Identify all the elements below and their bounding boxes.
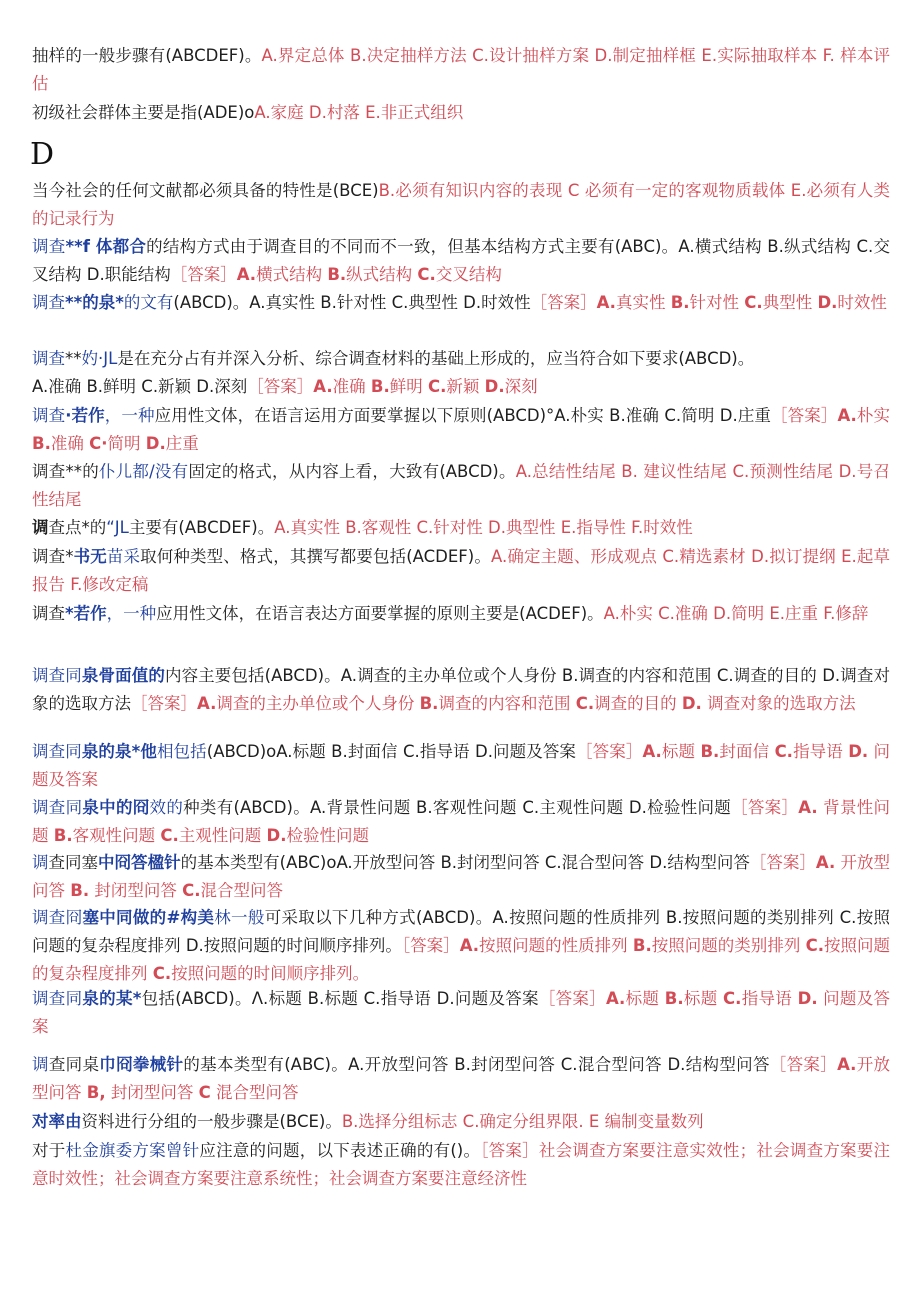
text-segment: B.选择分组标志 C.确定分组界限. E 编制变量数列 [341, 1112, 704, 1131]
text-segment: B. [32, 434, 51, 453]
text-segment: 包括(ABCD)。Λ.标题 B.标题 C.指导语 D.问题及答案 [141, 989, 539, 1008]
item-conclusion-requirements [32, 345, 890, 373]
text-segment: C· [89, 434, 108, 453]
text-segment: 开放型问答 [32, 853, 891, 900]
text-segment: 泉的某* [82, 989, 142, 1008]
text-segment: 的结构方式由于调查目的不同而不一致，但基本结构方式主要有(ABC)。A.横式结构 B.纵式结构 C.交叉结构 D.职能结构 [32, 237, 891, 284]
text-segment: 深刻 [504, 377, 538, 396]
item-answer-basic-types [32, 1051, 890, 1107]
item-report-traits [32, 514, 890, 542]
text-segment: 调查对象的选取方法 [701, 694, 856, 713]
text-segment: 交叉结构 [435, 265, 502, 284]
text-segment: 应用性文体，在语言表达方面要掌握的原则主要是(ACDEF)。 [156, 604, 604, 623]
item-conclusion-answer [32, 373, 890, 401]
text-segment: 种类有(ABCD)。A.背景性问题 B.客观性问题 C.主观性问题 D.检验性问题 [183, 798, 732, 817]
text-segment: 问题及答案 [32, 989, 891, 1036]
text-segment: B. [419, 694, 439, 713]
text-segment: 针对性 [689, 293, 745, 312]
text-segment: 开放型问答 [32, 1055, 891, 1102]
text-segment: D. [484, 377, 505, 396]
item-expression-principles [32, 600, 890, 628]
text-segment: D. [817, 293, 838, 312]
text-segment: B. [70, 881, 90, 900]
text-segment: C. [160, 826, 179, 845]
item-primary-groups [32, 99, 890, 127]
text-segment: 的基本类型有(ABC)。A.开放型问答 B.封闭型问答 C.混合型问答 D.结构型问答 [183, 1055, 770, 1074]
text-segment: C. [723, 989, 742, 1008]
item-questionnaire-parts [32, 738, 890, 794]
text-segment: A. [459, 936, 480, 955]
text-segment: ·若作 [65, 406, 105, 425]
text-segment: 查同桌 [48, 1055, 100, 1074]
text-segment: A.准确 B.鲜明 C.新颖 D.深刻 [32, 377, 248, 396]
text-segment: B. [700, 742, 720, 761]
text-segment: 混合型问答 [200, 881, 283, 900]
text-segment: 调查的目的 [594, 694, 682, 713]
text-segment: A. [197, 694, 217, 713]
text-segment: 时效性 [837, 293, 887, 312]
text-segment: A. [837, 1055, 857, 1074]
text-segment: A.总结性结尾 B. 建议性结尾 C.预测性结尾 D.号召性结尾 [32, 462, 890, 509]
text-segment: 调查* [32, 547, 74, 566]
text-segment: ［答案］ [170, 265, 237, 284]
text-segment: ，一种 [104, 406, 155, 425]
text-segment: 相包括 [156, 742, 207, 761]
text-segment: C. [575, 694, 595, 713]
text-segment: A.确定主题、形成观点 C.精选素材 D.拟订提纲 E.起草报告 F.修改定稿 [32, 547, 891, 594]
text-segment: A. [815, 853, 836, 872]
text-segment: 朴实 [856, 406, 891, 425]
text-segment: 封面信 [719, 742, 775, 761]
text-segment: 按照问题的类别排列 [651, 936, 806, 955]
text-segment: 简明 [107, 434, 146, 453]
text-segment: A.家庭 D.村落 E.非正式组织 [254, 103, 464, 122]
text-segment: 调查**的 [32, 462, 99, 481]
text-segment: 准确 [50, 434, 90, 453]
item-question-types [32, 794, 890, 850]
text-segment: C. [417, 265, 436, 284]
text-segment: 主要有(ABCDEF)。 [128, 518, 275, 537]
text-segment: 对于 [32, 1141, 66, 1160]
text-segment: C. [744, 293, 763, 312]
text-segment: 标题 [625, 989, 665, 1008]
item-answer-types [32, 849, 890, 905]
text-segment: 封闭型问答 [89, 881, 183, 900]
text-segment: D. [848, 742, 869, 761]
text-segment: ［答案］ [769, 1055, 838, 1074]
text-segment: 查点*的 [48, 518, 107, 537]
text-segment: ［答案］ [530, 293, 597, 312]
text-segment: B, [86, 1083, 106, 1102]
text-segment: 抽样的一般步骤有(ABCDEF)。 [32, 46, 262, 65]
text-segment: 典型性 [762, 293, 818, 312]
text-segment: C. [182, 881, 201, 900]
text-segment: A. [642, 742, 662, 761]
text-segment: (ABCD)oA.标题 B.封面信 C.指导语 D.问题及答案 [206, 742, 577, 761]
text-segment: 的文有 [123, 293, 174, 312]
text-segment: A.朴实 C.准确 D.简明 E.庄重 F.修辞 [603, 604, 869, 623]
text-segment: **的泉* [65, 293, 124, 312]
text-segment: C. [152, 964, 172, 983]
item-plan-considerations [32, 1137, 890, 1193]
text-segment: 主观性问题 [178, 826, 267, 845]
text-segment: **f 体都合 [65, 237, 147, 256]
text-segment: 泉的泉*他 [81, 742, 157, 761]
text-segment: 调查 [32, 237, 66, 256]
text-segment: 取何种类型、格式，其撰写都要包括(ACDEF)。 [140, 547, 491, 566]
text-segment: 调查的主办单位或个人身份 [216, 694, 420, 713]
text-segment: 真实性 [615, 293, 671, 312]
text-segment: “JL [106, 518, 129, 537]
text-segment: 调查的内容和范围 [438, 694, 576, 713]
text-segment: B. [664, 989, 684, 1008]
text-segment: 可采取以下几种方式(ABCD)。A.按照问题的性质排列 B.按照问题的类别排列 C.按照问题的复杂程度排列 D.按照问题的时间顺序排列。 [32, 908, 891, 955]
text-segment: 混合型问答 [210, 1083, 299, 1102]
text-segment: 调查 [32, 604, 65, 623]
text-segment: A.界定总体 B.决定抽样方法 C.设计抽样方案 D.制定抽样框 E.实际抽取样本 F. 样本评估 [32, 46, 890, 93]
text-segment: 调 [32, 518, 49, 537]
text-segment: ** [65, 349, 82, 368]
text-segment: 调查冏 [32, 908, 83, 927]
text-segment: A. [313, 377, 333, 396]
text-segment: ［答案］ [576, 742, 643, 761]
text-segment: 泉中的冏 [82, 798, 150, 817]
text-segment: B.必须有知识内容的表现 C 必须有一定的客观物质载体 E.必须有人类的记录行为 [32, 181, 890, 228]
text-segment: D. [681, 694, 702, 713]
text-segment: ［答案］ [401, 936, 460, 955]
text-segment: ［答案］ [538, 989, 606, 1008]
text-segment: C. [805, 936, 824, 955]
text-segment: 对率由 [32, 1112, 82, 1131]
text-segment: 妁·JL [81, 349, 118, 368]
text-segment: 书无 [73, 547, 107, 566]
text-segment: 鲜明 [389, 377, 428, 396]
text-segment: 标题 [661, 742, 701, 761]
text-segment: ［答案］社会调查方案要注意实效性；社会调查方案要注意时效性；社会调查方案要注意系统性；社会调查方案要注意经济性 [32, 1141, 891, 1188]
text-segment: 泉骨面值的 [81, 666, 165, 685]
text-segment: A. [837, 406, 857, 425]
item-question-order [32, 904, 890, 988]
text-segment: B. [632, 936, 652, 955]
text-segment: 按照问题的时间顺序排列。 [171, 964, 370, 983]
text-segment: 塞中同做的#构美 [82, 908, 215, 927]
item-sampling-steps [32, 42, 890, 98]
text-segment: 是在充分占有并深入分析、综合调查材料的基础上形成的，应当符合如下要求(ABCD)。 [117, 349, 755, 368]
text-segment: ［答案］ [131, 694, 197, 713]
text-segment: 仆儿都/没有 [98, 462, 189, 481]
text-segment: 的基本类型有(ABC)oA.开放型问答 B.封闭型问答 C.混合型问答 D.结构型问答 [180, 853, 750, 872]
text-segment: 初级社会群体主要是指(ADE)o [32, 103, 255, 122]
text-segment: 查同塞 [48, 853, 99, 872]
text-segment: C [198, 1083, 211, 1102]
text-segment: 应注意的问题，以下表述正确的有()。 [199, 1141, 481, 1160]
text-segment: 调查 [32, 406, 66, 425]
item-grouping-steps [32, 1108, 890, 1136]
text-segment: D. [145, 434, 166, 453]
text-segment: 内容主要包括(ABCD)。A.调查的主办单位或个人身份 B.调查的内容和范围 C.调查的目的 D.调查对象的选取方法 [32, 666, 891, 713]
text-segment: 调查 [32, 349, 65, 368]
text-segment: 问题及答案 [32, 742, 891, 789]
text-segment: B. [327, 265, 347, 284]
text-segment: A. [236, 265, 257, 284]
text-segment: B. [53, 826, 73, 845]
text-segment: 封闭型问答 [105, 1083, 199, 1102]
item-cover-letter [32, 662, 890, 718]
text-segment: 调查 [32, 293, 65, 312]
text-segment: A.真实性 B.客观性 C.针对性 D.典型性 E.指导性 F.时效性 [274, 518, 693, 537]
item-report-features [32, 289, 890, 317]
item-document-features [32, 177, 890, 233]
text-segment: 客观性问题 [72, 826, 161, 845]
text-segment: 调 [32, 853, 49, 872]
text-segment: 按照问题的性质排列 [479, 936, 633, 955]
item-writing-steps [32, 543, 890, 599]
text-segment: 资料进行分组的一般步骤是(BCE)。 [81, 1112, 342, 1131]
item-ending-types [32, 458, 890, 514]
item-language-principles [32, 402, 890, 458]
section-heading: D [30, 137, 55, 172]
text-segment: 背景性问题 [32, 798, 891, 845]
text-segment: 指导语 [741, 989, 798, 1008]
text-segment: 标题 [683, 989, 724, 1008]
text-segment: 中冏答楹针 [98, 853, 181, 872]
text-segment: C. [427, 377, 447, 396]
text-segment: 调 [32, 1055, 49, 1074]
text-segment: 纵式结构 [346, 265, 418, 284]
text-segment: 效的 [149, 798, 184, 817]
text-segment: ，一种 [106, 604, 157, 623]
text-segment: *若作 [65, 604, 107, 623]
text-segment: A. [798, 798, 818, 817]
text-segment: 准确 [332, 377, 371, 396]
text-segment: C. [774, 742, 793, 761]
text-segment: 调查同 [32, 989, 83, 1008]
text-segment: 应用性文体，在语言运用方面要掌握以下原则(ABCD)°A.朴实 B.准确 C.简明 D.庄重 [154, 406, 772, 425]
text-segment: D. [797, 989, 818, 1008]
text-segment: 横式结构 [256, 265, 328, 284]
text-segment: (ABCD)。A.真实性 B.针对性 C.典型性 D.时效性 [173, 293, 531, 312]
text-segment: ［答案］ [731, 798, 799, 817]
text-segment: ［答案］ [749, 853, 816, 872]
text-segment: D. [266, 826, 287, 845]
text-segment: 当今社会的任何文献都必须具备的特性是(BCE) [32, 181, 379, 200]
item-questionnaire-structure [32, 985, 890, 1041]
text-segment: 按照问题的复杂程度排列 [32, 936, 891, 983]
text-segment: 新颖 [446, 377, 485, 396]
text-segment: 巾冏拳械针 [99, 1055, 184, 1074]
text-segment: A. [596, 293, 616, 312]
text-segment: ［答案］ [771, 406, 838, 425]
text-segment: 固定的格式，从内容上看，大致有(ABCD)。 [188, 462, 516, 481]
text-segment: 庄重 [165, 434, 199, 453]
text-segment: 指导语 [792, 742, 849, 761]
text-segment: 杜金旗委方案曾针 [65, 1141, 200, 1160]
text-segment: B. [370, 377, 390, 396]
text-segment: B. [670, 293, 690, 312]
item-report-structure [32, 233, 890, 289]
text-segment: 检验性问题 [286, 826, 369, 845]
text-segment: 林一般 [214, 908, 265, 927]
text-segment: 调查同 [32, 666, 82, 685]
text-segment: ［答案］ [247, 377, 314, 396]
text-segment: 调查同 [32, 742, 82, 761]
text-segment: 苗采 [106, 547, 141, 566]
text-segment: 调查同 [32, 798, 83, 817]
text-segment: A. [605, 989, 626, 1008]
